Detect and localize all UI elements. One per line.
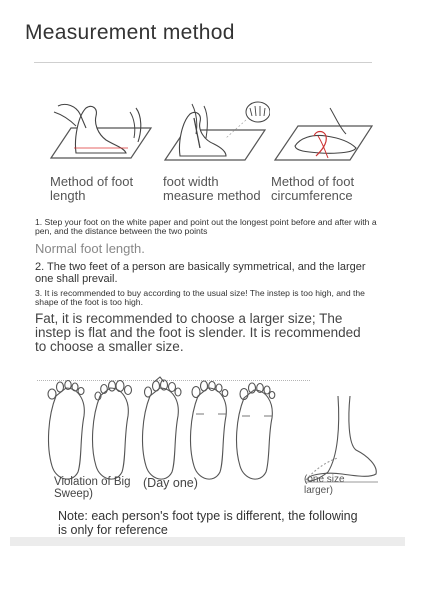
foot-circumference-illustration [270,98,380,168]
label-violation: Violation of Big Sweep) [54,476,131,500]
page-title: Measurement method [25,21,235,44]
foot-length-illustration [46,98,156,168]
instruction-step-3: 3. It is recommended to buy according to the usual size! The instep is too high, and the shape of the foot is too high. [35,288,365,307]
normal-foot-length: Normal foot length. [35,241,145,256]
caption-foot-length: Method of foot length [50,174,134,203]
label-one-size-larger: (one size larger) [304,474,345,496]
caption-foot-circumference: Method of foot circumference [271,174,355,203]
caption-foot-width: foot width measure method [163,174,261,203]
instruction-step-1: 1. Step your foot on the white paper and point out the longest point before and after with a pen, and the distance between the two points [35,217,377,236]
foot-types-illustration [38,376,408,488]
sizing-advice: Fat, it is recommended to choose a larger size; The instep is flat and the foot is slender. It is recommended to choose a smaller size. [35,311,361,354]
title-divider [34,62,372,63]
label-day-one: (Day one) [143,476,198,490]
bottom-divider [10,537,405,546]
instruction-step-2: 2. The two feet of a person are basically symmetrical, and the larger one shall prevail. [35,261,366,285]
foot-width-illustration [160,98,270,168]
reference-note: Note: each person's foot type is different, the following is only for reference [58,509,358,537]
